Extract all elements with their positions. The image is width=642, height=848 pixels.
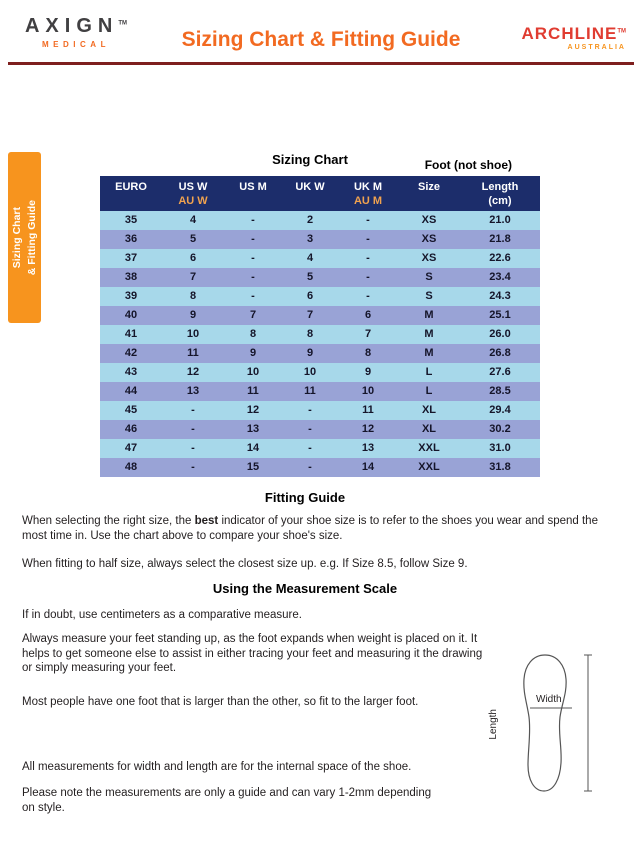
archline-logo: [521, 24, 626, 51]
table-cell: -: [308, 461, 312, 473]
axign-trademark-icon: TM: [118, 20, 127, 27]
table-cell: 4: [306, 252, 314, 264]
table-cell: 8: [306, 328, 314, 340]
table-cell: -: [366, 252, 370, 264]
table-cell: 44: [124, 385, 138, 397]
width-label: Width: [536, 694, 562, 705]
table-cell: 7: [249, 309, 257, 321]
column-header: US W AU W: [162, 176, 224, 211]
table-cell: 23.4: [489, 271, 511, 283]
table-cell: 3: [306, 233, 314, 245]
table-cell: 12: [246, 404, 260, 416]
table-cell: -: [251, 233, 255, 245]
table-cell: 2: [306, 214, 314, 226]
table-cell: 25.1: [489, 309, 511, 321]
table-cell: S: [425, 290, 433, 302]
table-cell: 7: [364, 328, 372, 340]
table-cell: XS: [421, 233, 437, 245]
table-cell: XL: [421, 404, 437, 416]
side-tab-label: [10, 200, 40, 275]
sizing-table: [100, 176, 540, 477]
table-cell: 28.5: [489, 385, 511, 397]
archline-logo-text: ARCHLINE: [521, 24, 618, 43]
table-cell: -: [191, 442, 195, 454]
table-cell: 46: [124, 423, 138, 435]
table-cell: 14: [246, 442, 260, 454]
table-cell: 10: [303, 366, 317, 378]
length-label: Length: [488, 708, 499, 740]
table-cell: -: [308, 442, 312, 454]
table-cell: 6: [364, 309, 372, 321]
table-cell: 9: [306, 347, 314, 359]
table-cell: 8: [189, 290, 197, 302]
sizing-chart-title: Sizing Chart: [272, 152, 348, 167]
side-tab-label-line2: & Fitting Guide: [25, 199, 38, 276]
table-cell: XL: [421, 423, 437, 435]
table-cell: -: [251, 252, 255, 264]
axign-logo-subtext: MEDICAL: [42, 40, 110, 49]
table-cell: XXL: [418, 461, 440, 473]
table-cell: 12: [361, 423, 375, 435]
table-cell: 40: [124, 309, 138, 321]
table-cell: -: [308, 404, 312, 416]
page-title: Sizing Chart & Fitting Guide: [181, 28, 461, 51]
table-cell: 31.8: [489, 461, 511, 473]
table-cell: 26.0: [489, 328, 511, 340]
table-cell: 11: [247, 385, 259, 397]
table-cell: 29.4: [489, 404, 511, 416]
table-cell: -: [366, 233, 370, 245]
table-row: [100, 306, 540, 325]
table-cell: -: [308, 423, 312, 435]
side-tab-label-line1: Sizing Chart: [10, 206, 23, 269]
table-cell: 48: [124, 461, 138, 473]
table-cell: 42: [124, 347, 138, 359]
table-cell: 38: [124, 271, 138, 283]
table-row: [100, 382, 540, 401]
table-cell: 7: [189, 271, 197, 283]
table-cell: 45: [124, 404, 138, 416]
table-cell: L: [425, 366, 433, 378]
table-cell: 9: [249, 347, 257, 359]
table-cell: -: [251, 271, 255, 283]
fitting-guide-paragraph-1-after: indicator of your shoe size is to refer to the shoes you wear and spend the most time in. Use the chart above to compare your shoe's size.: [22, 515, 598, 542]
foot-outline-illustration: [500, 650, 596, 798]
column-header: Length (cm): [460, 176, 540, 211]
table-cell: 6: [189, 252, 197, 264]
table-row: [100, 325, 540, 344]
table-cell: 31.0: [489, 442, 511, 454]
table-cell: 30.2: [489, 423, 511, 435]
table-row: [100, 401, 540, 420]
table-cell: 43: [124, 366, 138, 378]
table-cell: 8: [249, 328, 257, 340]
table-row: [100, 249, 540, 268]
table-row: [100, 287, 540, 306]
table-cell: M: [424, 309, 434, 321]
table-cell: 10: [361, 385, 375, 397]
table-cell: XS: [421, 214, 437, 226]
measurement-paragraph-2: Always measure your feet standing up, as the foot expands when weight is placed on it. It helps to get someone else to assist in either tracing your feet and measuring it the drawing or simply measuring your feet.: [22, 633, 483, 674]
table-cell: 26.8: [489, 347, 511, 359]
table-cell: 5: [189, 233, 197, 245]
measurement-paragraph-1: If in doubt, use centimeters as a comparative measure.: [22, 609, 302, 621]
column-header: UK M AU M: [338, 176, 398, 211]
table-cell: -: [366, 214, 370, 226]
table-cell: 10: [246, 366, 260, 378]
column-header: Size: [398, 176, 460, 211]
archline-trademark-icon: TM: [617, 28, 626, 35]
table-row: [100, 230, 540, 249]
table-cell: -: [191, 461, 195, 473]
table-cell: 41: [124, 328, 138, 340]
table-cell: 21.8: [489, 233, 511, 245]
table-cell: 24.3: [489, 290, 511, 302]
table-cell: 22.6: [489, 252, 511, 264]
table-cell: 35: [124, 214, 138, 226]
table-cell: XXL: [418, 442, 440, 454]
table-cell: 21.0: [489, 214, 511, 226]
fitting-guide-paragraph-1-before: When selecting the right size, the: [22, 515, 195, 527]
table-cell: M: [424, 347, 434, 359]
fitting-guide-paragraph-1-bold: best: [194, 515, 219, 527]
fitting-guide-paragraph-2: When fitting to half size, always select the closest size up. e.g. If Size 8.5, follow Size 9.: [22, 558, 468, 570]
table-cell: L: [425, 385, 433, 397]
table-cell: 27.6: [489, 366, 511, 378]
archline-logo-text-row: [521, 24, 626, 44]
fitting-guide-paragraph-1: [22, 514, 622, 543]
table-cell: 9: [189, 309, 197, 321]
table-row: [100, 211, 540, 230]
column-header: UK W: [282, 176, 338, 211]
foot-not-shoe-note: Foot (not shoe): [424, 158, 512, 172]
foot-measurement-diagram: [488, 650, 598, 798]
table-cell: 11: [187, 347, 199, 359]
sizing-table-body: [100, 211, 540, 477]
side-tab: [8, 152, 41, 323]
table-cell: -: [366, 290, 370, 302]
table-cell: 12: [186, 366, 200, 378]
measurement-paragraph-4: All measurements for width and length are for the internal space of the shoe.: [22, 761, 412, 773]
table-cell: 37: [124, 252, 138, 264]
table-row: [100, 268, 540, 287]
sizing-table-header-row: [100, 176, 540, 211]
table-cell: 14: [361, 461, 375, 473]
table-cell: 39: [124, 290, 138, 302]
table-cell: 11: [362, 404, 374, 416]
table-cell: XS: [421, 252, 437, 264]
table-cell: 36: [124, 233, 138, 245]
table-cell: S: [425, 271, 433, 283]
column-header: US M: [224, 176, 282, 211]
table-cell: 47: [124, 442, 138, 454]
table-cell: 15: [246, 461, 260, 473]
measurement-paragraph-3: Most people have one foot that is larger than the other, so fit to the larger foot.: [22, 696, 419, 708]
table-row: [100, 458, 540, 477]
table-cell: 13: [246, 423, 260, 435]
fitting-guide-title: Fitting Guide: [264, 490, 346, 505]
table-cell: -: [191, 423, 195, 435]
table-row: [100, 344, 540, 363]
table-cell: 11: [304, 385, 316, 397]
table-cell: M: [424, 328, 434, 340]
table-cell: 7: [306, 309, 314, 321]
column-header: EURO: [100, 176, 162, 211]
table-cell: 10: [186, 328, 200, 340]
measurement-paragraph-5: Please note the measurements are only a guide and can vary 1-2mm depending on style.: [22, 787, 432, 814]
archline-logo-subtext: AUSTRALIA: [567, 44, 626, 51]
axign-logo-text: AXIGN: [24, 15, 119, 37]
table-cell: 6: [306, 290, 314, 302]
table-row: [100, 439, 540, 458]
table-cell: 9: [364, 366, 372, 378]
table-cell: -: [191, 404, 195, 416]
table-cell: 5: [306, 271, 314, 283]
table-cell: -: [251, 290, 255, 302]
table-cell: -: [366, 271, 370, 283]
table-cell: 4: [189, 214, 197, 226]
table-cell: 8: [364, 347, 372, 359]
table-row: [100, 363, 540, 382]
table-row: [100, 420, 540, 439]
table-cell: 13: [361, 442, 375, 454]
measurement-scale-title: Using the Measurement Scale: [212, 581, 398, 596]
table-cell: 13: [186, 385, 200, 397]
table-cell: -: [251, 214, 255, 226]
header-divider: [8, 62, 634, 65]
